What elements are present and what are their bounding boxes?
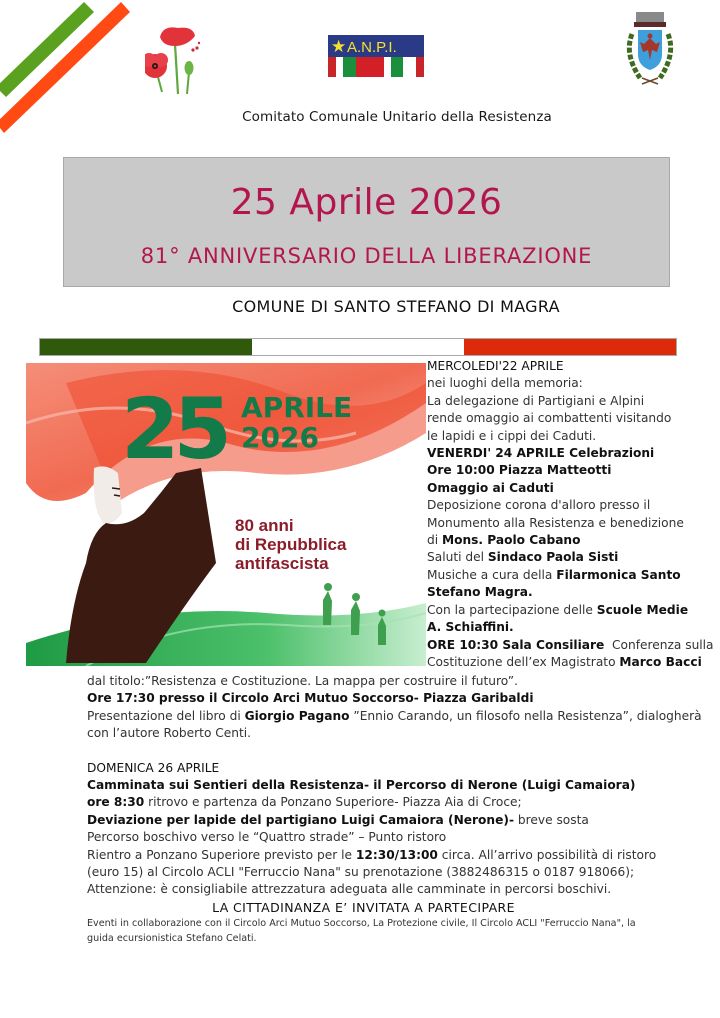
text: Con la partecipazione delle <box>427 602 597 617</box>
text: Musiche a cura della <box>427 567 557 582</box>
bold-text: ORE 10:30 Sala Consiliare <box>427 637 605 652</box>
municipal-crest-icon <box>618 10 682 92</box>
program-line: nei luoghi della memoria: <box>427 376 583 391</box>
program-line <box>427 549 720 566</box>
friday-time: Ore 10:00 Piazza Matteotti <box>427 463 612 478</box>
conference-title: dal titolo:”Resistenza e Costituzione. La mappa per costruire il futuro”. <box>87 674 518 688</box>
text: breve sosta <box>514 812 589 827</box>
program-line: Stefano Magra. <box>427 585 533 600</box>
program-line: rende omaggio ai combattenti visitando <box>427 411 672 426</box>
program-line <box>87 812 720 829</box>
credits-line: Eventi in collaborazione con il Circolo Arci Mutuo Soccorso, La Protezione civile, Il Circolo ACLI "Ferruccio Nana", la <box>87 918 636 930</box>
sunday-walk: Camminata sui Sentieri della Resistenza- il Percorso di Nerone (Luigi Camaiora) <box>87 778 636 793</box>
sunday-heading: DOMENICA 26 APRILE <box>87 760 220 775</box>
text: di <box>427 533 442 548</box>
bold-text: 12:30/13:00 <box>355 847 438 862</box>
friday-heading: VENERDI' 24 APRILE Celebrazioni <box>427 446 655 461</box>
program-line: (euro 15) al Circolo ACLI "Ferruccio Nana" su prenotazione (3882486315 o 0187 918066); <box>87 865 635 880</box>
bold-text: Deviazione per lapide del partigiano Luigi Camaiora (Nerone)- <box>87 812 515 827</box>
text: Saluti del <box>427 550 488 565</box>
committee-name: Comitato Comunale Unitario della Resistenza <box>242 109 552 125</box>
hero-year: 2026 <box>241 421 319 454</box>
poppy-flowers-icon <box>145 22 207 97</box>
hero-month: APRILE <box>241 391 353 424</box>
text: Costituzione dell’ex Magistrato <box>427 654 620 669</box>
program-line <box>427 532 720 549</box>
svg-text:★: ★ <box>331 37 347 56</box>
anpi-text: A.N.P.I. <box>347 39 397 56</box>
program-line: Deposizione corona d'alloro presso il <box>427 498 651 513</box>
bold-text: Giorgio Pagano <box>244 708 350 723</box>
spacer <box>87 743 720 760</box>
wednesday-heading: MERCOLEDI'22 APRILE <box>427 359 564 373</box>
page-title: 25 Aprile 2026 <box>230 182 503 223</box>
book-presentation <box>87 708 720 725</box>
bold-text: Scuole Medie <box>596 602 689 617</box>
program-right-column <box>427 358 720 671</box>
text: ”Ennio Carando, un filosofo nella Resistenza”, dialogherà <box>349 708 702 723</box>
program-line: A. Schiaffini. <box>427 620 514 635</box>
bold-text: Filarmonica Santo <box>556 567 681 582</box>
program-line: Monumento alla Resistenza e benedizione <box>427 515 684 530</box>
hero-tagline-3: antifascista <box>235 554 329 573</box>
program-line: La delegazione di Partigiani e Alpini <box>427 393 645 408</box>
text: circa. All’arrivo possibilità di ristoro <box>437 847 657 862</box>
program-line: Attenzione: è consigliabile attrezzatura adeguata alle camminate in percorsi boschivi. <box>87 882 612 897</box>
program-line: con l’autore Roberto Centi. <box>87 726 252 741</box>
hero-day: 25 <box>121 380 226 478</box>
hero-tagline-2: di Repubblica <box>235 535 347 554</box>
tricolor-white <box>252 339 464 355</box>
bold-text: Sindaco Paola Sisti <box>487 550 619 565</box>
bold-text: Mons. Paolo Cabano <box>442 533 581 548</box>
program-line <box>427 654 720 671</box>
program-line <box>427 602 720 619</box>
friday-omaggio: Omaggio ai Caduti <box>427 480 554 495</box>
program-line <box>87 847 720 864</box>
bold-text: ore 8:30 <box>87 795 145 810</box>
program-line <box>87 794 720 811</box>
anpi-logo <box>328 35 424 77</box>
text: Rientro a Ponzano Superiore previsto per le <box>87 847 356 862</box>
text: ritrovo e partenza da Ponzano Superiore- Piazza Aia di Croce; <box>144 795 522 810</box>
bold-text: Marco Bacci <box>619 654 702 669</box>
program-bottom <box>87 673 720 946</box>
program-line: le lapidi e i cippi dei Caduti. <box>427 428 597 443</box>
invitation-callout: LA CITTADINANZA E’ INVITATA A PARTECIPARE <box>212 899 515 915</box>
evening-heading: Ore 17:30 presso il Circolo Arci Mutuo Soccorso- Piazza Garibaldi <box>87 691 534 706</box>
anniversary-subtitle: 81° ANNIVERSARIO DELLA LIBERAZIONE <box>140 244 593 268</box>
title-box <box>63 157 670 287</box>
credits-line: guida ecursionistica Stefano Celati. <box>87 933 257 945</box>
hero-tagline-1: 80 anni <box>235 516 294 535</box>
municipality-name: COMUNE DI SANTO STEFANO DI MAGRA <box>232 297 560 316</box>
program-line: Percorso boschivo verso le “Quattro strade” – Punto ristoro <box>87 830 447 845</box>
program-line <box>427 637 720 654</box>
program-line <box>427 567 720 584</box>
tricolor-green <box>40 339 252 355</box>
hero-image <box>26 363 426 666</box>
text: Presentazione del libro di <box>87 708 245 723</box>
text: Conferenza sulla <box>604 637 714 652</box>
tricolor-red <box>464 339 676 355</box>
tricolor-bar <box>39 338 677 356</box>
